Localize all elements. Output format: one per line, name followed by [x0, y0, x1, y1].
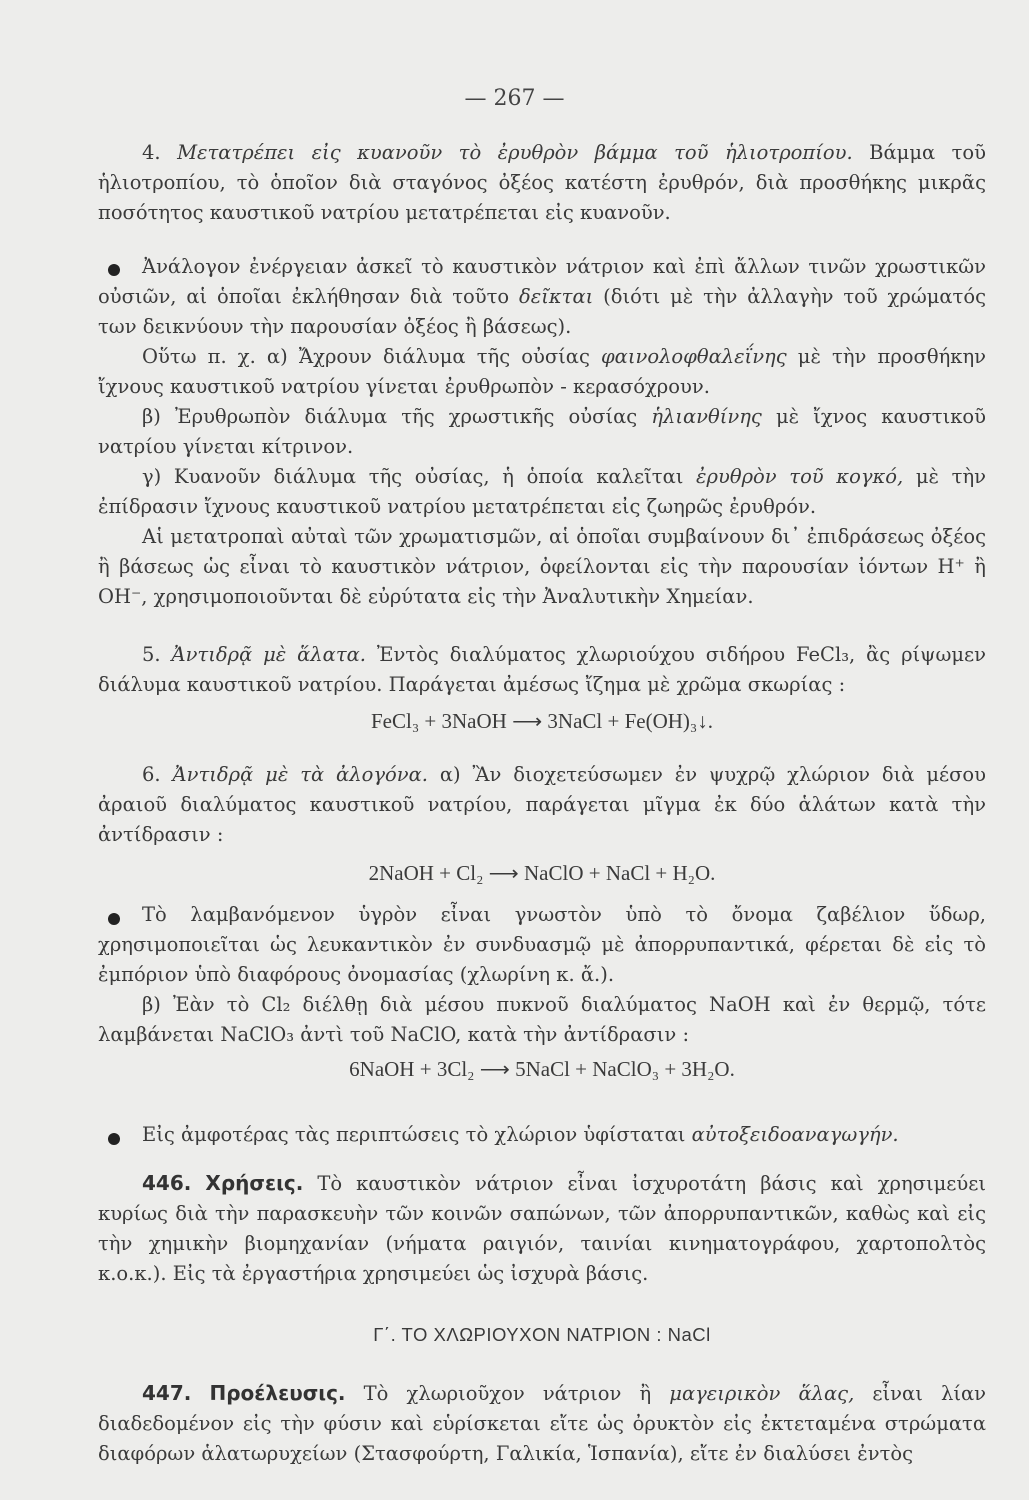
indicators-text: Ἀνάλογον ἐνέργειαν ἀσκεῖ τὸ καυστικὸν νάτριον καὶ ἐπὶ ἄλλων τινῶν χρωστικῶν οὐσιῶν, αἱ ὁποῖαι ἐκλήθησαν διὰ τοῦτο	[98, 255, 986, 308]
section-6-paragraph	[98, 760, 986, 850]
disproportionation-block	[98, 1120, 986, 1150]
equation-cold: 2NaOH + Cl₂ ⟶ NaClO + NaCl + H₂O.	[368, 861, 716, 885]
section-447-term: μαγειρικὸν ἅλας,	[669, 1382, 855, 1405]
indicator-a-name: φαινολοφθαλεΐνης	[601, 345, 787, 368]
section-6-b-paragraph: β) Ἐὰν τὸ Cl₂ διέλθῃ διὰ μέσου πυκνοῦ διαλύματος NaOH καὶ ἐν θερμῷ, τότε λαμβάνεται NaClO₃ ἀντὶ τοῦ NaClO, κατὰ τὴν ἀντίδρασιν :	[98, 993, 986, 1046]
section-447-title: Προέλευσις.	[209, 1381, 346, 1405]
section-447	[98, 1378, 986, 1469]
section-447-text-post: εἶναι λίαν διαδεδομένον εἰς τὴν φύσιν καὶ εὑρίσκεται εἴτε ὡς ὀρυκτὸν εἰς ἐκτεταμένα στρώματα διαφόρων ἁλατωρυχείων (Στασφούρτη, Γαλικία, Ἱσπανία), εἴτε ἐν διαλύσει ἐντὸς	[98, 1382, 986, 1465]
indicators-block	[98, 252, 986, 612]
indicators-summary: Αἱ μετατροπαὶ αὐταὶ τῶν χρωματισμῶν, αἱ ὁποῖαι συμβαίνουν δι᾿ ἐπιδράσεως ὀξέος ἢ βάσεως ὡς εἶναι τὸ καυστικὸν νάτριον, ὀφείλονται εἰς τὴν παρουσίαν ἰόντων H⁺ ἢ OH⁻, χρησιμοποιοῦνται δὲ εὐρύτατα εἰς τὴν Ἀναλυτικὴν Χημείαν.	[98, 525, 986, 608]
indicator-a-post: μὲ τὴν προσθήκην ἴχνους καυστικοῦ νατρίου γίνεται ἐρυθρωπὸν - κερασόχρουν.	[98, 345, 986, 398]
section-4-paragraph	[98, 138, 986, 228]
section-446-number: 446.	[142, 1171, 192, 1195]
indicator-a	[98, 342, 986, 402]
section-6-title: Ἀντιδρᾷ μὲ τὰ ἀλογόνα.	[172, 763, 428, 786]
section-6	[98, 760, 986, 888]
indicator-c-name: ἐρυθρὸν τοῦ κογκό,	[696, 465, 904, 488]
page-number: — 267 —	[464, 86, 565, 111]
indicator-c-post: μὲ τὴν ἐπίδρασιν ἴχνους καυστικοῦ νατρίου μετατρέπεται εἰς ζωηρῶς ἐρυθρόν.	[98, 465, 986, 518]
chapter-heading: Γ΄. ΤΟ ΧΛΩΡΙΟΥΧΟΝ ΝΑΤΡΙΟΝ : NaCl	[373, 1324, 711, 1345]
indicator-a-pre: Οὕτω π. χ. α) Ἄχρουν διάλυμα τῆς οὐσίας	[142, 345, 590, 368]
section-5-paragraph	[98, 640, 986, 700]
section-4	[98, 138, 986, 228]
section-5	[98, 640, 986, 736]
indicator-c	[98, 462, 986, 522]
section-446-text: Τὸ καυστικὸν νάτριον εἶναι ἰσχυροτάτη βάσις καὶ χρησιμεύει κυρίως διὰ τὴν παρασκευὴν τῶν κοινῶν σαπώνων, τῶν ἀπορρυπαντικῶν, καθὼς καὶ εἰς τὴν χημικὴν βιομηχανίαν (νήματα ραιγιόν, ταινίαι κινηματογράφου, χαρτοπολτὸς κ.ο.κ.). Εἰς τὰ ἐργαστήρια χρησιμεύει ὡς ἰσχυρὰ βάσις.	[98, 1172, 986, 1285]
section-5-text: Ἐντὸς διαλύματος χλωριούχου σιδήρου FeCl₃, ἂς ρίψωμεν διάλυμα καυστικοῦ νατρίου. Παράγεται ἀμέσως ἴζημα μὲ χρῶμα σκωρίας :	[98, 643, 986, 696]
section-4-text: Βάμμα τοῦ ἡλιοτροπίου, τὸ ὁποῖον διὰ σταγόνος ὀξέος κατέστη ἐρυθρόν, διὰ προσθήκης μικρᾶς ποσότητος καυστικοῦ νατρίου μετατρέπεται εἰς κυανοῦν.	[98, 141, 987, 224]
section-447-paragraph	[98, 1378, 986, 1469]
disproportionation-paragraph	[98, 1120, 986, 1150]
section-446-paragraph	[98, 1168, 986, 1289]
indicators-intro	[98, 252, 986, 342]
section-5-title: Ἀντιδρᾷ μὲ ἅλατα.	[171, 643, 366, 666]
indicators-term: δεῖκται	[519, 285, 594, 308]
section-4-title: Μετατρέπει εἰς κυανοῦν τὸ ἐρυθρὸν βάμμα τοῦ ἡλιοτροπίου.	[177, 141, 853, 164]
section-5-number: 5.	[142, 643, 161, 666]
indicator-b	[98, 402, 986, 462]
section-447-text-pre: Τὸ χλωριοῦχον νάτριον ἢ	[363, 1382, 652, 1405]
section-4-number: 4.	[142, 141, 161, 164]
indicator-b-name: ἡλιανθίνης	[651, 405, 762, 428]
disproportionation-term: αὐτοξειδοαναγωγήν.	[691, 1123, 899, 1146]
indicator-b-pre: β) Ἐρυθρωπὸν διάλυμα τῆς χρωστικῆς οὐσίας	[142, 405, 638, 428]
javel-block	[98, 900, 986, 1084]
section-6-text: α) Ἂν διοχετεύσωμεν ἐν ψυχρῷ χλώριον διὰ μέσου ἀραιοῦ διαλύματος καυστικοῦ νατρίου, παράγεται μῖγμα ἐκ δύο ἁλάτων κατὰ τὴν ἀντίδρασιν :	[98, 763, 986, 846]
indicator-b-post: μὲ ἴχνος καυστικοῦ νατρίου γίνεται κίτρινον.	[98, 405, 987, 458]
indicators-text-end: (διότι μὲ τὴν ἀλλαγὴν τοῦ χρώματός των δεικνύουν τὴν παρουσίαν ὀξέος ἢ βάσεως).	[98, 285, 987, 338]
javel-water-paragraph: Τὸ λαμβανόμενον ὑγρὸν εἶναι γνωστὸν ὑπὸ τὸ ὄνομα ζαβέλιον ὕδωρ, χρησιμοποιεῖται ὡς λευκαντικὸν ἐν συνδυασμῷ μὲ ἀπορρυπαντικά, φέρεται δὲ εἰς τὸ ἐμπόριον ὑπὸ διαφόρους ὀνομασίας (χλωρίνη κ. ἄ.).	[98, 903, 986, 986]
indicator-c-pre: γ) Κυανοῦν διάλυμα τῆς οὐσίας, ἡ ὁποία καλεῖται	[142, 465, 684, 488]
section-446-title: Χρήσεις.	[205, 1171, 304, 1195]
section-447-number: 447.	[142, 1381, 192, 1405]
disproportionation-text: Εἰς ἀμφοτέρας τὰς περιπτώσεις τὸ χλώριον ὑφίσταται	[142, 1123, 686, 1146]
section-6-number: 6.	[142, 763, 161, 786]
equation-hot: 6NaOH + 3Cl₂ ⟶ 5NaCl + NaClO₃ + 3H₂O.	[349, 1057, 735, 1081]
equation-fecl3: FeCl₃ + 3NaOH ⟶ 3NaCl + Fe(OH)₃↓.	[371, 709, 713, 733]
section-446	[98, 1168, 986, 1289]
